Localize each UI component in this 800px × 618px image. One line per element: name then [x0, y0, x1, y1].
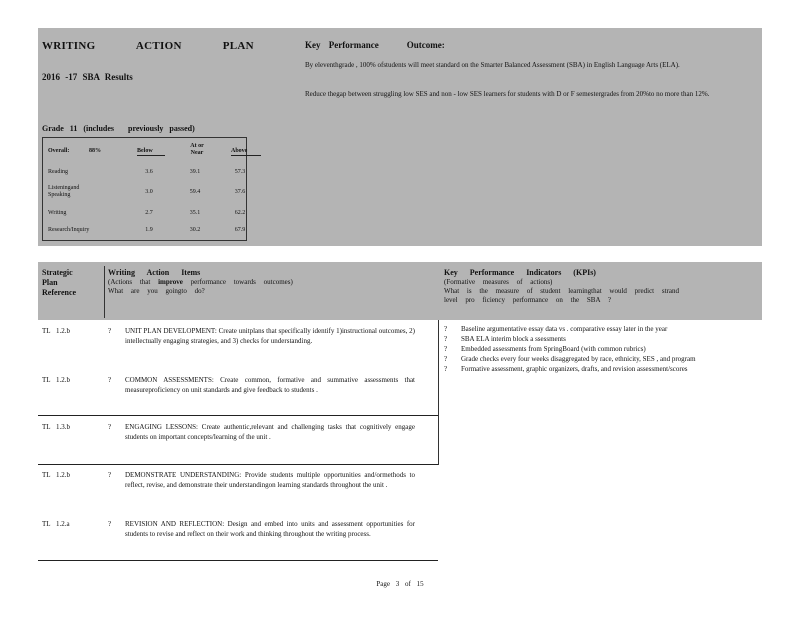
header-action-items: [108, 268, 438, 296]
row-near: 35.1: [189, 210, 201, 216]
kpi-text: Formative assessment, graphic organizers, drafts, and revision assessment/scores: [461, 365, 688, 373]
kpi-bullet: ?: [444, 325, 448, 333]
header-items-sub-b: performance towards outcomes): [190, 278, 293, 286]
row-near: 59.4: [189, 189, 201, 195]
row-divider: [38, 464, 438, 465]
header-kpi-title: Key Performance Indicators (KPIs): [444, 268, 596, 277]
row-below: 3.6: [145, 169, 153, 175]
row-below: 2.7: [145, 210, 153, 216]
action-ref: TL 1.2.b: [42, 471, 71, 479]
row-above: 37.6: [234, 189, 246, 195]
action-ref: TL 1.2.a: [42, 520, 70, 528]
row-name-line-2: Speaking: [48, 192, 71, 198]
header-ref-line-3: Reference: [42, 288, 77, 297]
column-divider: [438, 320, 439, 465]
plan-year-line: 2016 -17 SBA Results: [42, 72, 133, 82]
row-below: 1.9: [145, 227, 153, 233]
action-bullet: ?: [108, 376, 112, 384]
action-bullet: ?: [108, 471, 112, 479]
col-near-line-2: Near: [190, 150, 204, 156]
col-above: Above: [231, 148, 261, 156]
kpi-text: Baseline argumentative essay data vs . comparative essay later in the year: [461, 325, 668, 333]
list-item: [444, 335, 756, 345]
page-number: Page 3 of 15: [376, 580, 424, 588]
row-above: 67.9: [234, 227, 246, 233]
row-name: Research/Inquiry: [48, 227, 90, 233]
col-below: Below: [137, 148, 165, 156]
header-items-question: What are you goingto do?: [108, 287, 205, 295]
kpi-text: Embedded assessments from SpringBoard (with common rubrics): [461, 345, 646, 353]
row-divider: [38, 560, 438, 561]
col-near-line-1: At or: [190, 143, 204, 149]
list-item: [444, 355, 756, 365]
action-item-common-assessments: COMMON ASSESSMENTS: Create common, formative and summative assessments that measureproficiency on unit standards and give feedback to students .: [125, 376, 415, 394]
kpi-list: [444, 325, 756, 375]
header-items-sub-a: (Actions that: [108, 278, 151, 286]
grade-title-b: previously passed): [128, 124, 195, 133]
action-ref: TL 1.3.b: [42, 423, 71, 431]
kpi-bullet: ?: [444, 365, 448, 373]
row-near: 39.1: [189, 169, 201, 175]
plan-title: WRITING ACTION PLAN: [42, 40, 254, 52]
row-name: Writing: [48, 210, 67, 216]
kpi-text: Grade checks every four weeks disaggregated by race, ethnicity, SES , and program: [461, 355, 696, 363]
list-item: [444, 325, 756, 335]
action-bullet: ?: [108, 423, 112, 431]
header-items-title: Writing Action Items: [108, 268, 201, 277]
header-strategic-plan-reference: [42, 268, 76, 298]
action-ref: TL 1.2.b: [42, 376, 71, 384]
kpi-text: SBA ELA interim block a ssessments: [461, 335, 566, 343]
scores-table: [42, 137, 247, 241]
kpo-paragraph-1: By eleventhgrade , 100% ofstudents will meet standard on the Smarter Balanced Assessment (SBA) in English Language Arts (ELA).: [305, 61, 680, 69]
action-bullet: ?: [108, 520, 112, 528]
kpi-bullet: ?: [444, 355, 448, 363]
header-kpi-sub3: level pro ficiency performance on the SBA ?: [444, 296, 611, 304]
header-kpi-sub2: What is the measure of student learningthat would predict strand: [444, 287, 679, 295]
action-item-engaging-lessons: ENGAGING LESSONS: Create authentic,relevant and challenging tasks that cognitively engage students on important concepts/learning of the unit .: [125, 423, 415, 441]
list-item: [444, 365, 756, 375]
grade-title-a: Grade 11 (includes: [42, 124, 115, 133]
row-divider: [38, 415, 438, 416]
action-ref: TL 1.2.b: [42, 327, 71, 335]
row-near: 30.2: [189, 227, 201, 233]
kpo-title: [305, 40, 445, 50]
grade-title: [42, 124, 195, 133]
action-item-revision-reflection: REVISION AND REFLECTION: Design and embed into units and assessment opportunities for students to revise and reflect on their work and thinking throughout the writing process.: [125, 520, 415, 538]
row-above: 57.3: [234, 169, 246, 175]
header-ref-line-2: Plan: [42, 278, 58, 287]
kpo-paragraph-2: Reduce thegap between struggling low SES and non - low SES learners for students with D or F semestergrades from 20%to no more than 12%.: [305, 90, 710, 98]
kpi-bullet: ?: [444, 345, 448, 353]
overall-percent: 88%: [89, 148, 101, 154]
row-name: [48, 185, 79, 199]
kpo-title-b: Outcome:: [406, 40, 445, 50]
header-kpi-sub1: (Formative measures of actions): [444, 278, 553, 286]
action-bullet: ?: [108, 327, 112, 335]
row-name-line-1: Listeningand: [48, 185, 80, 191]
header-items-subtitle: [108, 278, 438, 287]
row-above: 62.2: [234, 210, 246, 216]
row-below: 3.0: [145, 189, 153, 195]
kpo-title-a: Key Performance: [305, 40, 379, 50]
action-item-unit-plan: UNIT PLAN DEVELOPMENT: Create unitplans that specifically identify 1)instructional outcomes, 2) intellectually engaging strategies, and 3) checks for understanding.: [125, 327, 415, 345]
header-divider: [104, 266, 105, 318]
header-kpi: [444, 268, 754, 305]
list-item: [444, 345, 756, 355]
col-near: [185, 143, 209, 157]
action-item-demonstrate-understanding: DEMONSTRATE UNDERSTANDING: Provide students multiple opportunities and/ormethods to reflect, revise, and demonstrate their understandingon learning standards throughout the unit .: [125, 471, 415, 489]
row-name: Reading: [48, 169, 68, 175]
kpi-bullet: ?: [444, 335, 448, 343]
overall-label: Overall:: [48, 148, 70, 154]
header-items-sub-bold: improve: [158, 278, 183, 286]
header-ref-line-1: Strategic: [42, 268, 73, 277]
